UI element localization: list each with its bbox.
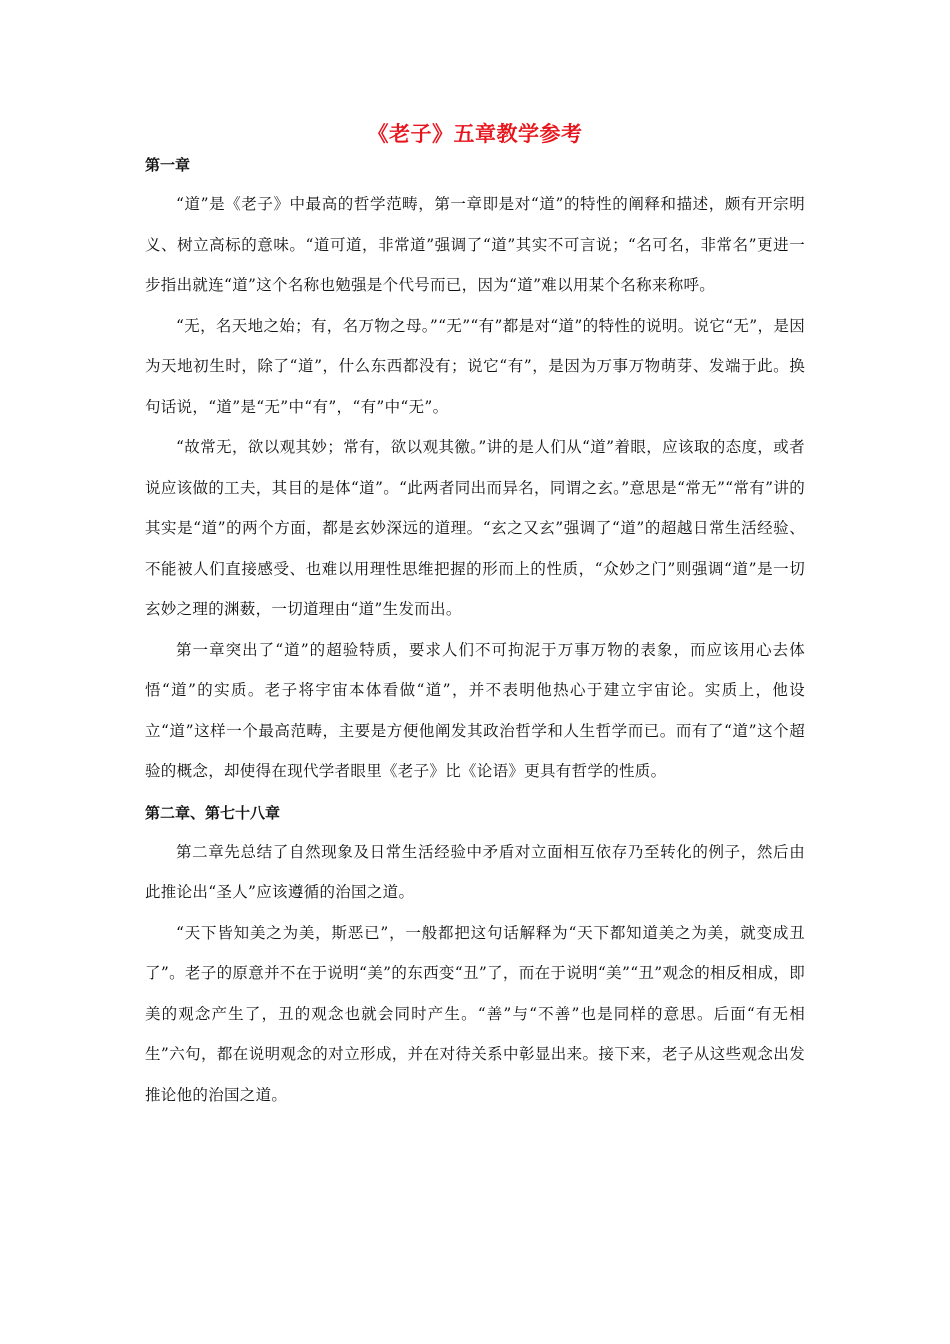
section-heading: 第二章、第七十八章	[145, 803, 281, 822]
paragraph: “故常无，欲以观其妙；常有，欲以观其徼。”讲的是人们从“道”着眼，应该取的态度，或者说应该做的工夫，其目的是体“道”。“此两者同出而异名，同谓之玄。”意思是“常无”“常有”讲的其实是“道”的两个方面，都是玄妙深远的道理。“玄之又玄”强调了“道”的超越日常生活经验、不能被人们直接感受、也难以用理性思维把握的形而上的性质，“众妙之门”则强调“道”是一切玄妙之理的渊薮，一切道理由“道”生发而出。	[145, 438, 805, 618]
section-chapter-2-78	[145, 800, 805, 1116]
paragraph: “天下皆知美之为美，斯恶已”，一般都把这句话解释为“天下都知道美之为美，就变成丑了”。老子的原意并不在于说明“美”的东西变“丑”了，而在于说明“美”“丑”观念的相反相成，即美的观念产生了，丑的观念也就会同时产生。“善”与“不善”也是同样的意思。后面“有无相生”六句，都在说明观念的对立形成，并在对待关系中彰显出来。接下来，老子从这些观念出发推论他的治国之道。	[145, 923, 805, 1104]
paragraph: “无，名天地之始；有，名万物之母。”“无”“有”都是对“道”的特性的说明。说它“无”，是因为天地初生时，除了“道”，什么东西都没有；说它“有”，是因为万事万物萌芽、发端于此。换句话说，“道”是“无”中“有”，“有”中“无”。	[145, 316, 805, 416]
document-page	[145, 120, 805, 1123]
paragraph: 第一章突出了“道”的超验特质，要求人们不可拘泥于万事万物的表象，而应该用心去体悟“道”的实质。老子将宇宙本体看做“道”，并不表明他热心于建立宇宙论。实质上，他设立“道”这样一个最高范畴，主要是方便他阐发其政治哲学和人生哲学而已。而有了“道”这个超验的概念，却使得在现代学者眼里《老子》比《论语》更具有哲学的性质。	[145, 640, 805, 780]
paragraph: 第二章先总结了自然现象及日常生活经验中矛盾对立面相互依存乃至转化的例子，然后由此推论出“圣人”应该遵循的治国之道。	[145, 842, 805, 901]
paragraph: “道”是《老子》中最高的哲学范畴，第一章即是对“道”的特性的阐释和描述，颇有开宗明义、树立高标的意味。“道可道，非常道”强调了“道”其实不可言说；“名可名，非常名”更进一步指出就连“道”这个名称也勉强是个代号而已，因为“道”难以用某个名称来称呼。	[145, 195, 805, 294]
section-heading: 第一章	[145, 156, 191, 174]
document-title: 《老子》五章教学参考	[367, 122, 583, 146]
section-chapter-1	[145, 152, 805, 792]
